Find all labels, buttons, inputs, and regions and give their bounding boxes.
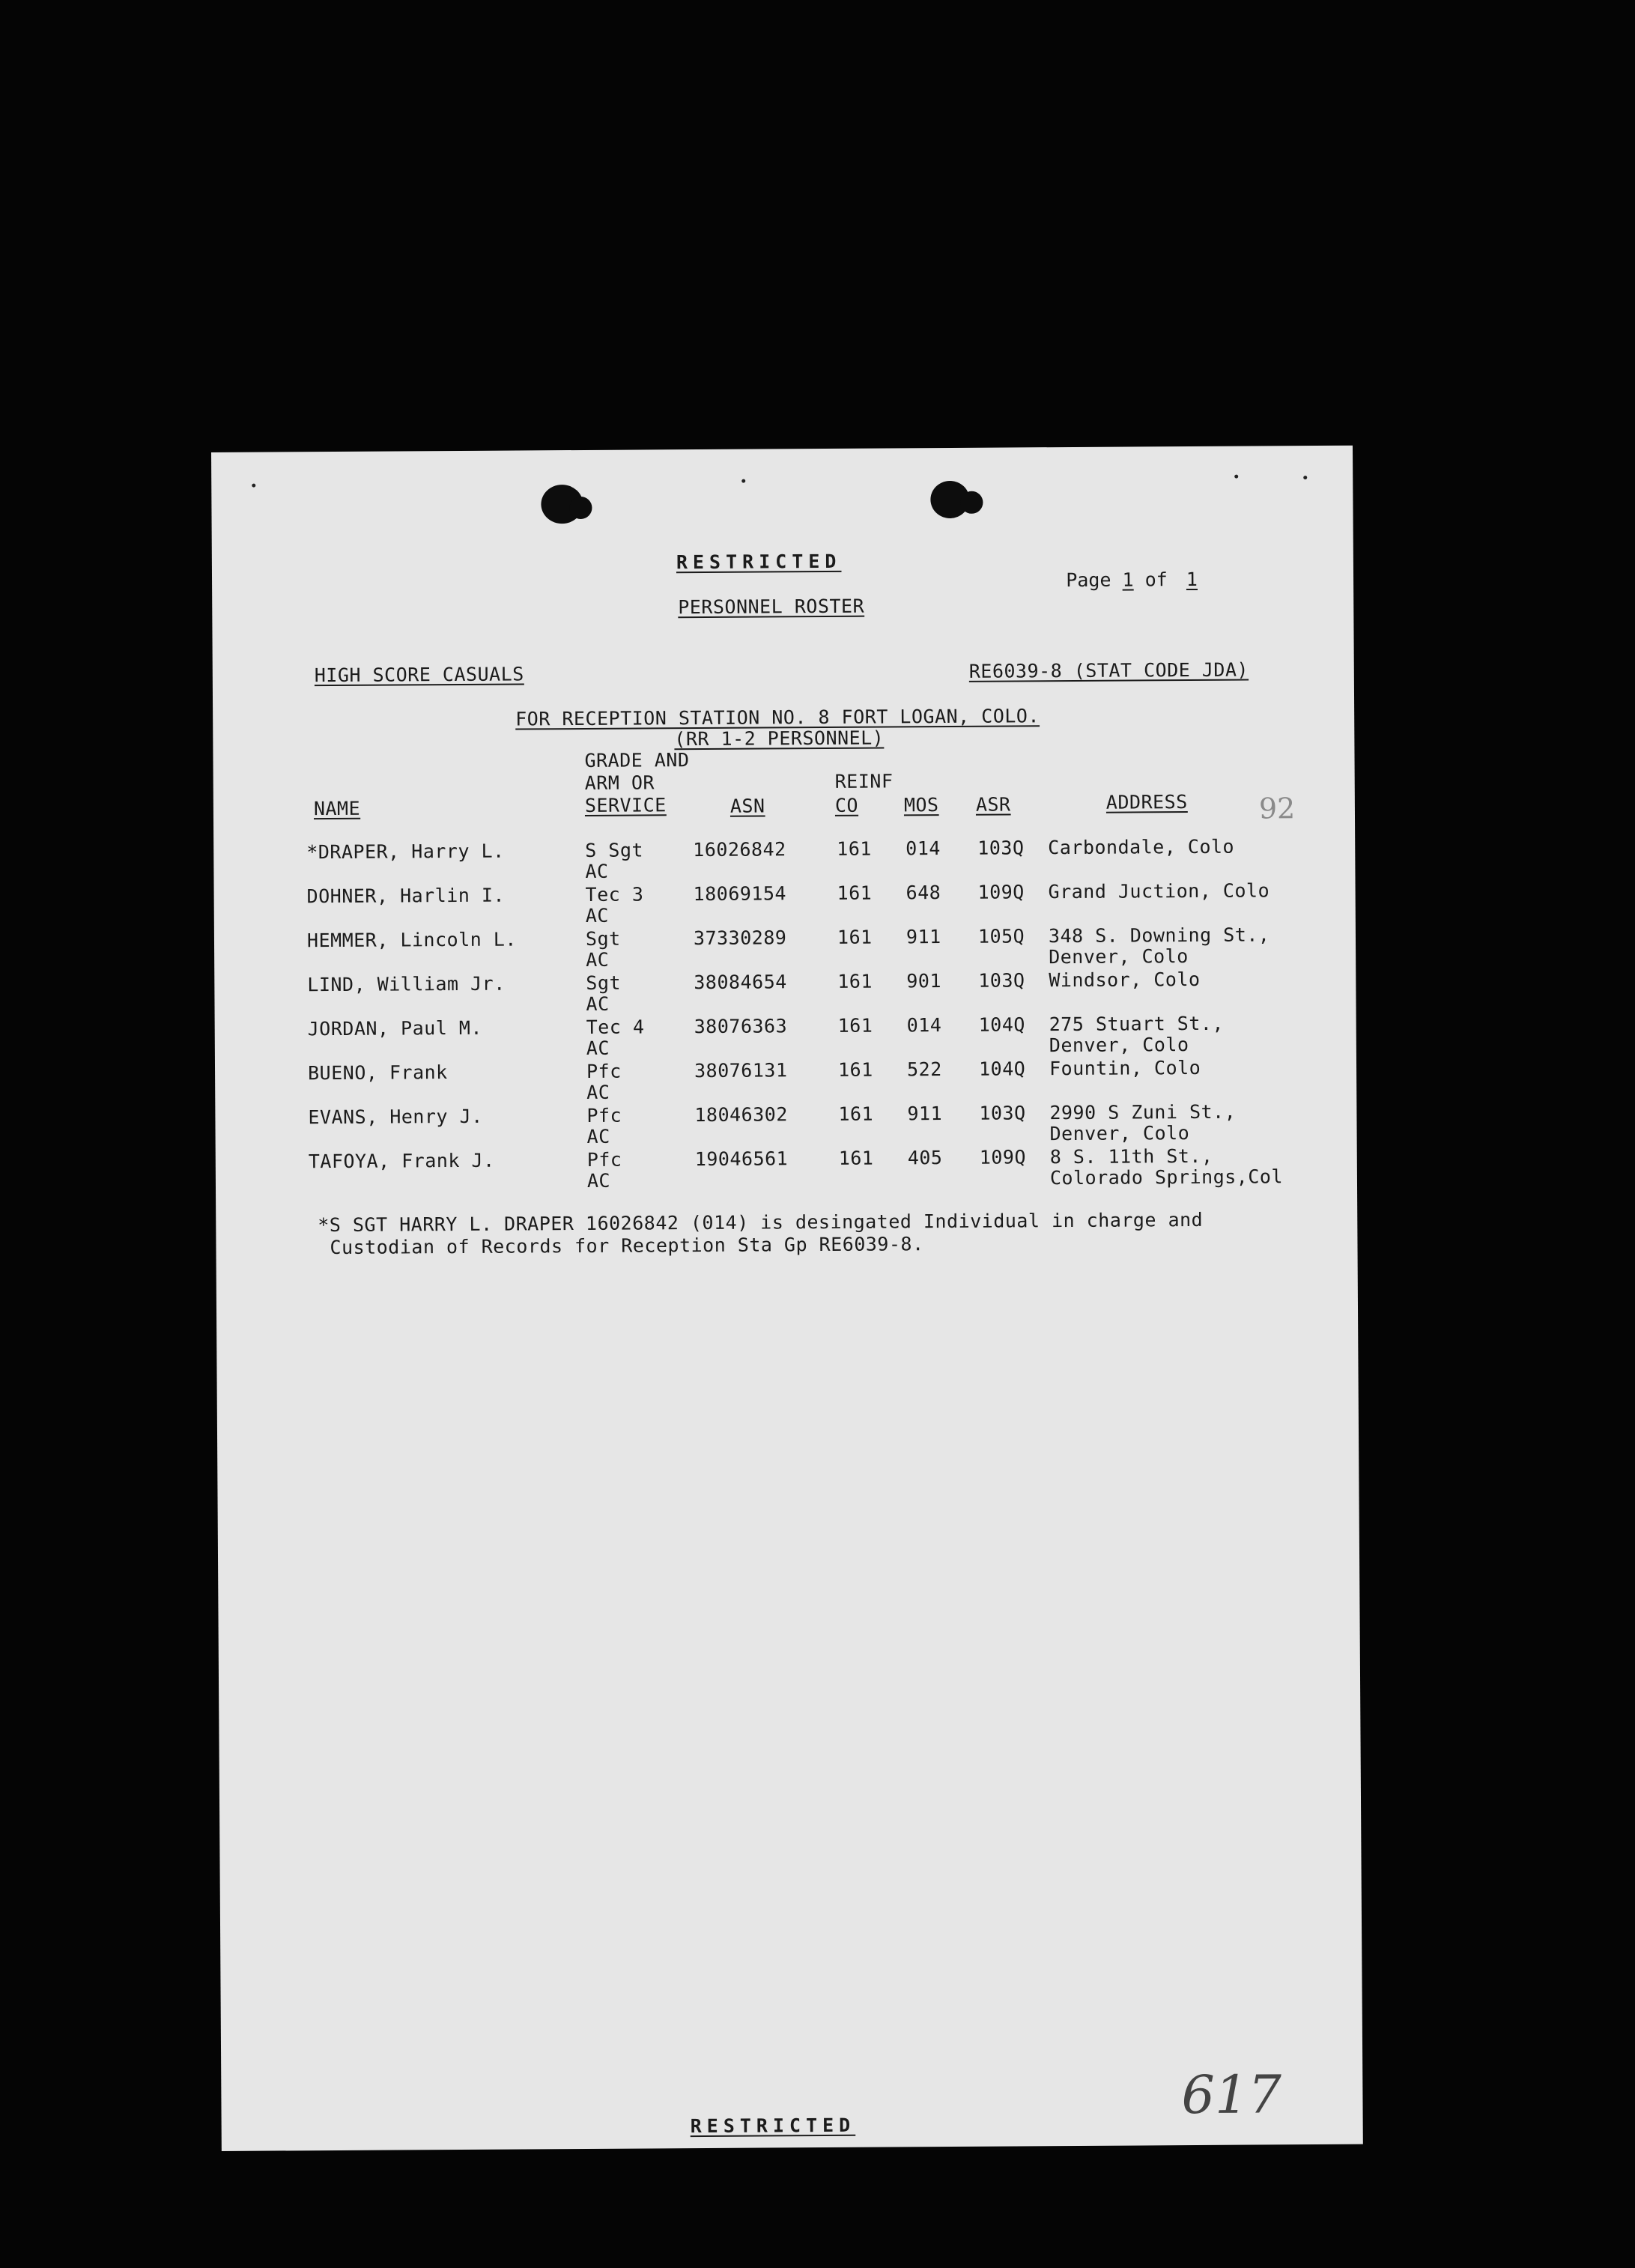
speck [1234,475,1238,479]
cell-asn: 38076131 [694,1059,788,1082]
cell-asr: 105Q [977,925,1025,947]
cell-address-line1: Grand Juction, Colo [1048,879,1270,903]
cell-grade: Pfc [586,1148,622,1171]
cell-grade: Sgt [585,927,621,950]
cell-mos: 911 [907,1103,943,1125]
col-grade-line1: GRADE AND [584,749,690,771]
cell-name: DOHNER, Harlin I. [306,884,506,908]
cell-mos: 014 [906,837,941,860]
roster-document [211,446,1363,2151]
cell-service: AC [586,992,610,1015]
col-asn: ASN [729,795,765,817]
page-total: 1 [1186,568,1198,591]
cell-reinf-co: 161 [838,1103,874,1125]
col-grade-line3: SERVICE [584,794,667,816]
cell-address-line1: 348 S. Downing St., [1048,924,1270,947]
cell-mos: 911 [906,926,941,948]
page-of: of [1144,568,1168,591]
group-name: HIGH SCORE CASUALS [314,663,524,687]
cell-name: *DRAPER, Harry L. [306,840,505,864]
cell-asr: 103Q [979,1102,1026,1124]
speck [1303,476,1307,479]
cell-service: AC [586,1125,610,1147]
punch-hole-right-smudge [960,491,983,514]
classification-footer: RESTRICTED [690,2114,856,2138]
punch-hole-left-smudge [569,497,592,519]
cell-service: AC [585,860,609,882]
cell-mos: 648 [906,882,941,904]
cell-asn: 37330289 [693,927,787,950]
page-mark: 92 [1258,792,1296,825]
cell-reinf-co: 161 [837,882,873,904]
cell-reinf-co: 161 [837,970,873,992]
cell-asr: 103Q [977,837,1025,859]
col-reinf-line2: CO [834,794,859,816]
cell-name: HEMMER, Lincoln L. [306,928,518,952]
col-asr: ASR [975,793,1011,816]
cell-asr: 104Q [978,1058,1026,1080]
cell-name: JORDAN, Paul M. [307,1016,483,1040]
cell-asn: 38084654 [694,971,787,994]
speck [741,479,745,483]
cell-asn: 16026842 [693,838,786,861]
cell-reinf-co: 161 [837,926,873,948]
page-number: 1 [1122,568,1134,591]
cell-asn: 19046561 [694,1147,789,1171]
cell-service: AC [586,1169,611,1192]
col-reinf-line1: REINF [834,770,894,792]
cell-service: AC [586,1037,610,1059]
cell-name: LIND, William Jr. [307,972,506,996]
cell-grade: Sgt [586,971,622,994]
page-indicator [1021,547,1211,613]
destination: FOR RECEPTION STATION NO. 8 FORT LOGAN, COLO. [515,705,1040,730]
cell-service: AC [586,948,610,971]
handwritten-number: 617 [1181,2064,1282,2126]
cell-address-line2: Denver, Colo [1049,1034,1189,1057]
footnote-line2: Custodian of Records for Reception Sta Gp RE6039-8. [330,1233,924,1259]
cell-reinf-co: 161 [837,837,872,860]
cell-service: AC [585,904,609,927]
cell-asr: 109Q [977,881,1025,903]
cell-name: TAFOYA, Frank J. [308,1149,495,1173]
cell-address-line2: Colorado Springs,Col [1049,1165,1284,1189]
cell-address-line1: 275 Stuart St., [1049,1012,1225,1036]
cell-mos: 901 [906,970,942,992]
regulation: (RR 1-2 PERSONNEL) [674,727,885,751]
cell-address-line1: Carbondale, Colo [1048,835,1235,859]
cell-grade: Pfc [586,1060,622,1082]
cell-reinf-co: 161 [837,1058,873,1081]
col-mos: MOS [903,794,939,816]
page-label: Page [1066,568,1111,592]
cell-asr: 104Q [978,1013,1025,1036]
cell-address-line1: 2990 S Zuni St., [1049,1100,1237,1124]
cell-mos: 014 [906,1014,942,1037]
cell-asn: 38076363 [694,1015,788,1038]
cell-mos: 405 [907,1147,943,1169]
col-address: ADDRESS [1105,791,1188,813]
cell-name: EVANS, Henry J. [308,1105,483,1129]
col-grade-line2: ARM OR [584,771,655,794]
classification-header: RESTRICTED [676,550,842,574]
cell-name: BUENO, Frank [307,1061,448,1085]
cell-address-line2: Denver, Colo [1049,1122,1190,1145]
cell-grade: Pfc [586,1104,622,1127]
cell-asn: 18046302 [694,1103,788,1127]
cell-asn: 18069154 [693,882,787,906]
cell-mos: 522 [906,1058,942,1081]
group-code: RE6039-8 (STAT CODE JDA) [968,658,1249,682]
cell-address-line1: Fountin, Colo [1049,1056,1201,1080]
document-title: PERSONNEL ROSTER [678,595,865,619]
cell-grade: Tec 3 [585,883,644,906]
cell-grade: Tec 4 [586,1016,645,1038]
footnote-line1: *S SGT HARRY L. DRAPER 16026842 (014) is desingated Individual in charge and [318,1208,1204,1237]
speck [252,484,255,488]
cell-asr: 109Q [979,1146,1027,1168]
cell-address-line1: 8 S. 11th St., [1049,1144,1213,1168]
cell-reinf-co: 161 [837,1014,873,1037]
cell-reinf-co: 161 [838,1147,874,1169]
cell-asr: 103Q [978,969,1025,992]
cell-address-line2: Denver, Colo [1049,945,1189,968]
cell-grade: S Sgt [585,839,644,861]
cell-address-line1: Windsor, Colo [1049,968,1201,992]
col-name: NAME [313,797,361,820]
cell-service: AC [586,1081,610,1103]
